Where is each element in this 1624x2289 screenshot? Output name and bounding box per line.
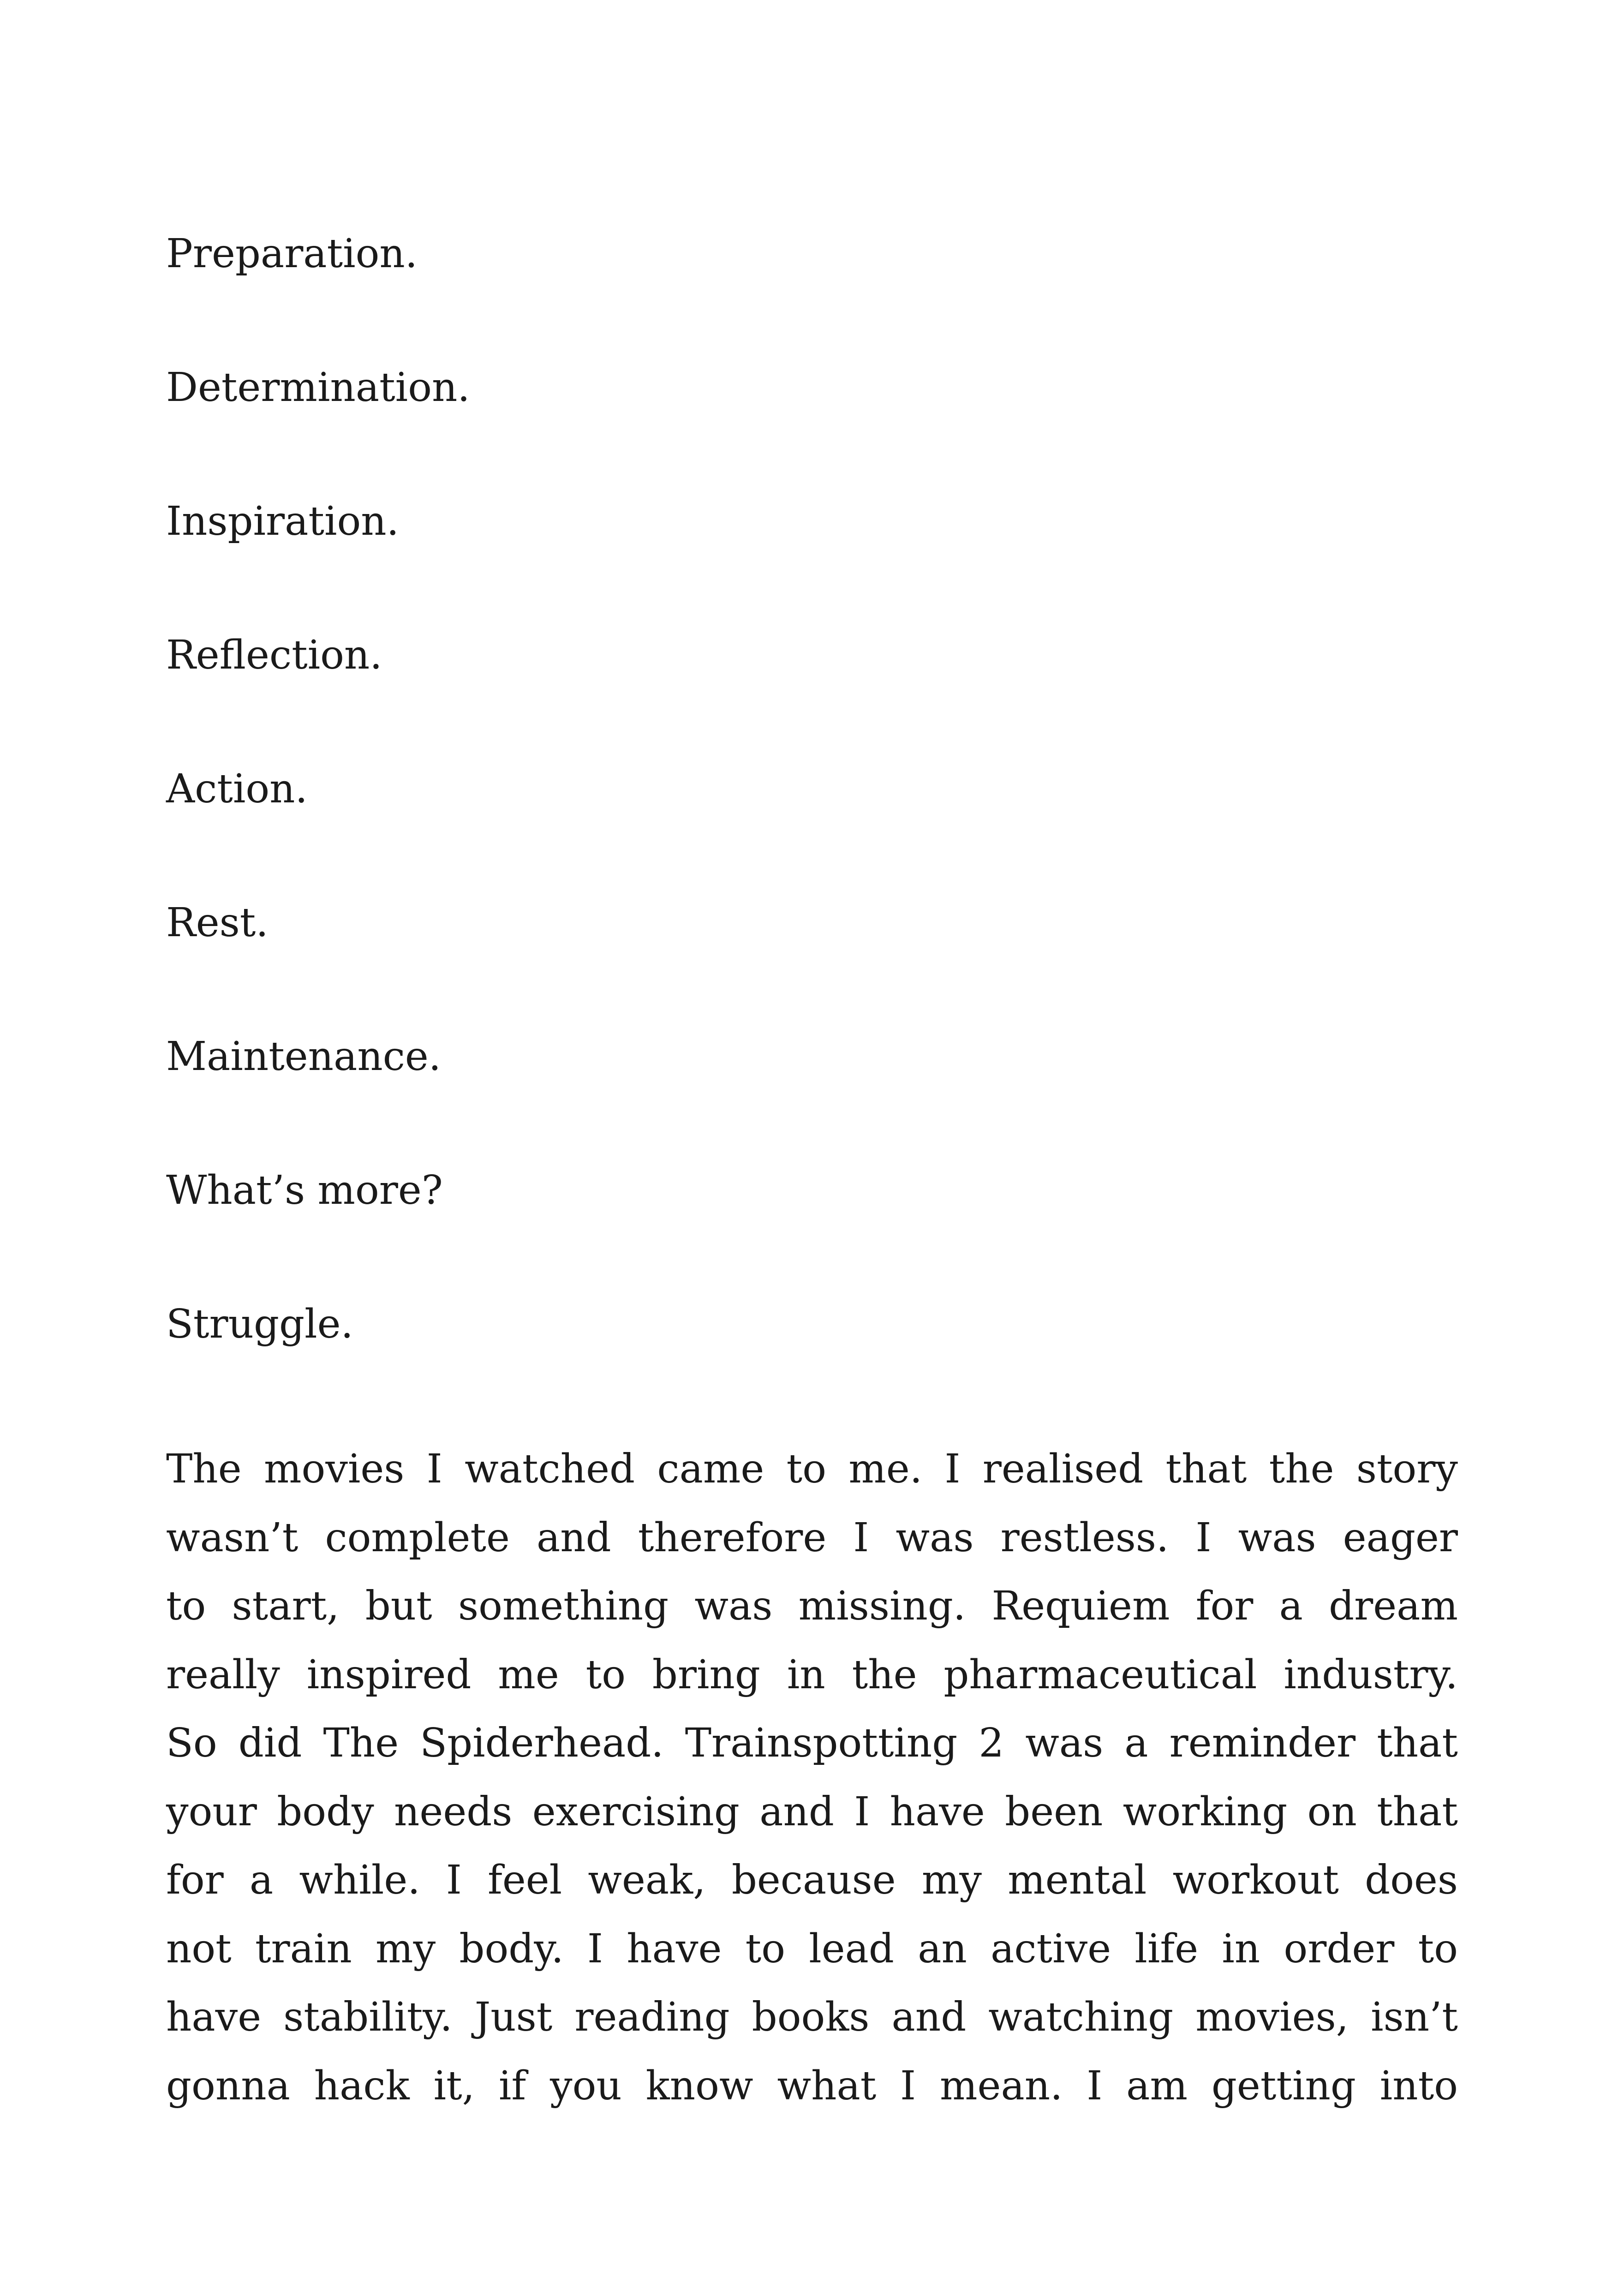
- word-action: Action.: [166, 766, 308, 812]
- paragraph-line: wasn’t complete and therefore I was restless. I was eager: [166, 1514, 1458, 1561]
- word-inspiration: Inspiration.: [166, 498, 399, 544]
- word-preparation: Preparation.: [166, 231, 418, 277]
- body-paragraph: [166, 1435, 1458, 2120]
- paragraph-line: really inspired me to bring in the pharmaceutical industry.: [166, 1651, 1458, 1698]
- word-determination: Determination.: [166, 365, 470, 411]
- word-whats-more: What’s more?: [166, 1167, 443, 1213]
- paragraph-line: not train my body. I have to lead an active life in order to: [166, 1925, 1458, 1972]
- word-reflection: Reflection.: [166, 632, 382, 678]
- paragraph-line: your body needs exercising and I have been working on that: [166, 1788, 1458, 1835]
- paragraph-line: The movies I watched came to me. I realised that the story: [166, 1446, 1458, 1492]
- word-struggle: Struggle.: [166, 1301, 353, 1347]
- word-maintenance: Maintenance.: [166, 1034, 442, 1080]
- paragraph-line: for a while. I feel weak, because my mental workout does: [166, 1857, 1458, 1903]
- paragraph-line: gonna hack it, if you know what I mean. I am getting into: [166, 2062, 1458, 2109]
- paragraph-line: So did The Spiderhead. Trainspotting 2 was a reminder that: [166, 1720, 1458, 1766]
- paragraph-line: have stability. Just reading books and watching movies, isn’t: [166, 1994, 1458, 2040]
- word-rest: Rest.: [166, 900, 269, 946]
- paragraph-line: to start, but something was missing. Requiem for a dream: [166, 1583, 1458, 1629]
